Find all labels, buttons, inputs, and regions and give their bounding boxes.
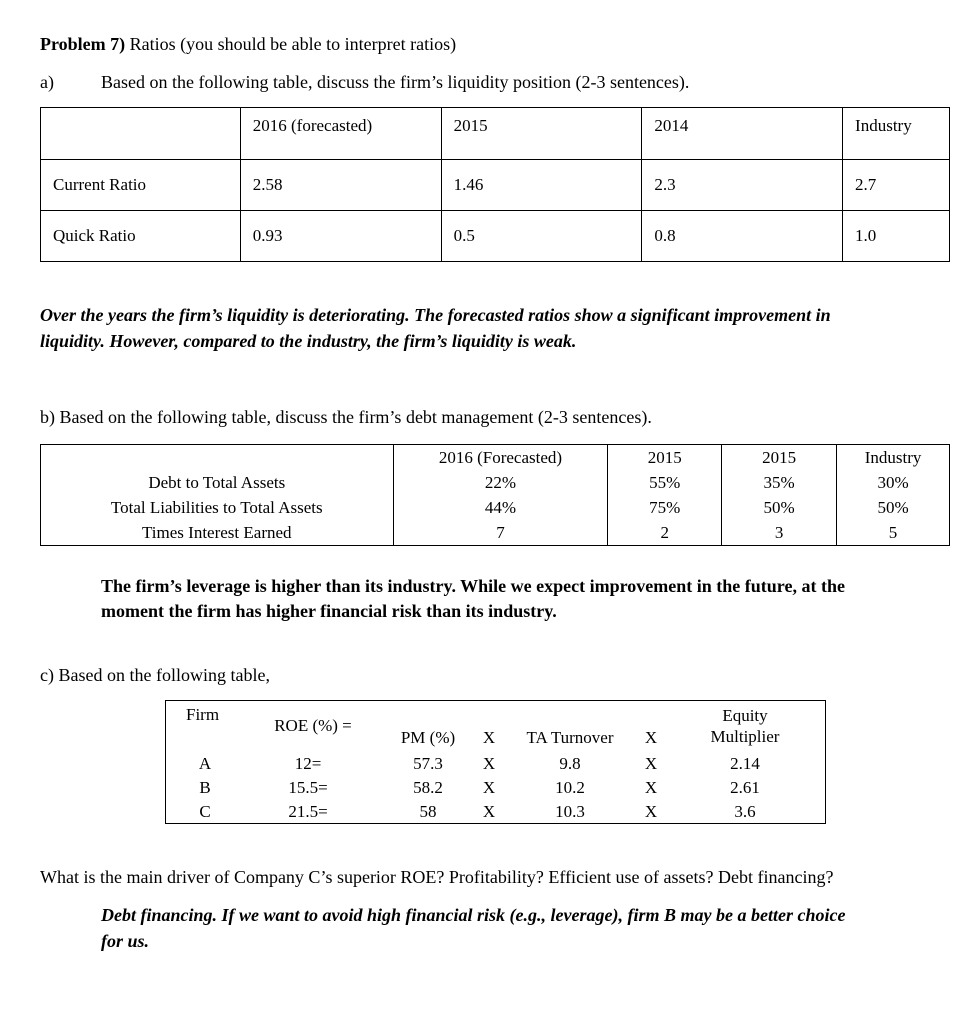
firm-b: B	[199, 778, 211, 797]
table-header-row	[41, 108, 950, 160]
part-c-answer-line-2: for us.	[101, 931, 150, 951]
liquidity-table	[40, 107, 950, 262]
part-a-prompt: Based on the following table, discuss the firm’s liquidity position (2-3 sentences).	[101, 72, 690, 92]
table-header-cell: Industry	[837, 445, 950, 471]
col-header-x1: X	[482, 728, 496, 747]
table-cell: 2.58	[240, 160, 441, 211]
ta-b: 10.2	[555, 778, 585, 797]
x1-b: X	[482, 778, 496, 797]
col-header-ta-turnover: TA Turnover	[526, 728, 614, 747]
table-cell: 2	[608, 520, 722, 546]
col-header-roe: ROE (%) =	[274, 716, 352, 735]
roe-a: 12=	[294, 754, 322, 773]
x2-c: X	[644, 802, 658, 821]
problem-heading	[40, 33, 456, 55]
part-b-answer-line-1: The firm’s leverage is higher than its industry. While we expect improvement in the future, at the	[101, 576, 845, 596]
em-b: 2.61	[730, 778, 760, 797]
x2-b: X	[644, 778, 658, 797]
table-header-cell: 2016 (Forecasted)	[393, 445, 608, 471]
x2-a: X	[644, 754, 658, 773]
table-cell: 35%	[722, 470, 837, 495]
table-cell: 3	[722, 520, 837, 546]
roe-b: 15.5=	[288, 778, 328, 797]
ta-c: 10.3	[555, 802, 585, 821]
firm-c: C	[199, 802, 211, 821]
part-a-answer-line-1: Over the years the firm’s liquidity is deteriorating. The forecasted ratios show a significant improvement in	[40, 305, 831, 325]
col-header-equity: Equity	[722, 706, 768, 725]
part-c-question: What is the main driver of Company C’s superior ROE? Profitability? Efficient use of assets? Debt financing?	[40, 867, 834, 887]
col-header-multiplier: Multiplier	[710, 727, 780, 746]
table-header-row	[41, 445, 950, 471]
part-c-answer-line-1: Debt financing. If we want to avoid high financial risk (e.g., leverage), firm B may be a better choice	[101, 905, 846, 925]
table-cell: 0.5	[441, 211, 642, 262]
row-label: Current Ratio	[41, 160, 241, 211]
table-row	[41, 211, 950, 262]
table-cell: 22%	[393, 470, 608, 495]
table-header-cell: 2015	[441, 108, 642, 160]
part-c-prompt: c) Based on the following table,	[40, 665, 270, 685]
table-cell: 1.46	[441, 160, 642, 211]
table-cell: 5	[837, 520, 950, 546]
table-cell: 0.93	[240, 211, 441, 262]
table-cell	[41, 108, 241, 160]
table-row	[41, 160, 950, 211]
part-a-label: a)	[40, 72, 54, 92]
part-a-answer-line-2: liquidity. However, compared to the industry, the firm’s liquidity is weak.	[40, 331, 577, 351]
table-cell: 30%	[837, 470, 950, 495]
pm-b: 58.2	[413, 778, 443, 797]
row-label: Debt to Total Assets	[41, 470, 394, 495]
table-cell: 1.0	[843, 211, 950, 262]
pm-a: 57.3	[413, 754, 443, 773]
em-a: 2.14	[730, 754, 760, 773]
table-cell: 7	[393, 520, 608, 546]
table-cell: 2.3	[642, 160, 843, 211]
table-row	[41, 495, 950, 520]
table-header-cell: 2015	[722, 445, 837, 471]
table-cell: 55%	[608, 470, 722, 495]
table-cell: 44%	[393, 495, 608, 520]
ta-a: 9.8	[559, 754, 581, 773]
table-cell	[41, 445, 394, 471]
part-b-prompt: b) Based on the following table, discuss the firm’s debt management (2-3 sentences).	[40, 407, 652, 427]
col-header-x2: X	[644, 728, 658, 747]
part-b-answer-line-2: moment the firm has higher financial risk than its industry.	[101, 601, 557, 621]
col-header-pm: PM (%)	[400, 728, 456, 747]
firm-a: A	[198, 754, 212, 773]
table-cell: 2.7	[843, 160, 950, 211]
problem-title: Ratios (you should be able to interpret ratios)	[125, 34, 457, 54]
x1-a: X	[482, 754, 496, 773]
table-row	[41, 520, 950, 546]
col-header-firm: Firm	[186, 705, 220, 724]
row-label: Quick Ratio	[41, 211, 241, 262]
roe-c: 21.5=	[288, 802, 328, 821]
table-header-cell: 2015	[608, 445, 722, 471]
pm-c: 58	[419, 802, 437, 821]
table-cell: 75%	[608, 495, 722, 520]
table-header-cell: Industry	[843, 108, 950, 160]
row-label: Total Liabilities to Total Assets	[41, 495, 394, 520]
em-c: 3.6	[734, 802, 756, 821]
debt-table	[40, 444, 950, 546]
table-header-cell: 2014	[642, 108, 843, 160]
row-label: Times Interest Earned	[41, 520, 394, 546]
table-cell: 50%	[837, 495, 950, 520]
table-cell: 0.8	[642, 211, 843, 262]
problem-number: Problem 7)	[40, 34, 126, 54]
table-header-cell: 2016 (forecasted)	[240, 108, 441, 160]
table-row	[41, 470, 950, 495]
table-cell: 50%	[722, 495, 837, 520]
x1-c: X	[482, 802, 496, 821]
